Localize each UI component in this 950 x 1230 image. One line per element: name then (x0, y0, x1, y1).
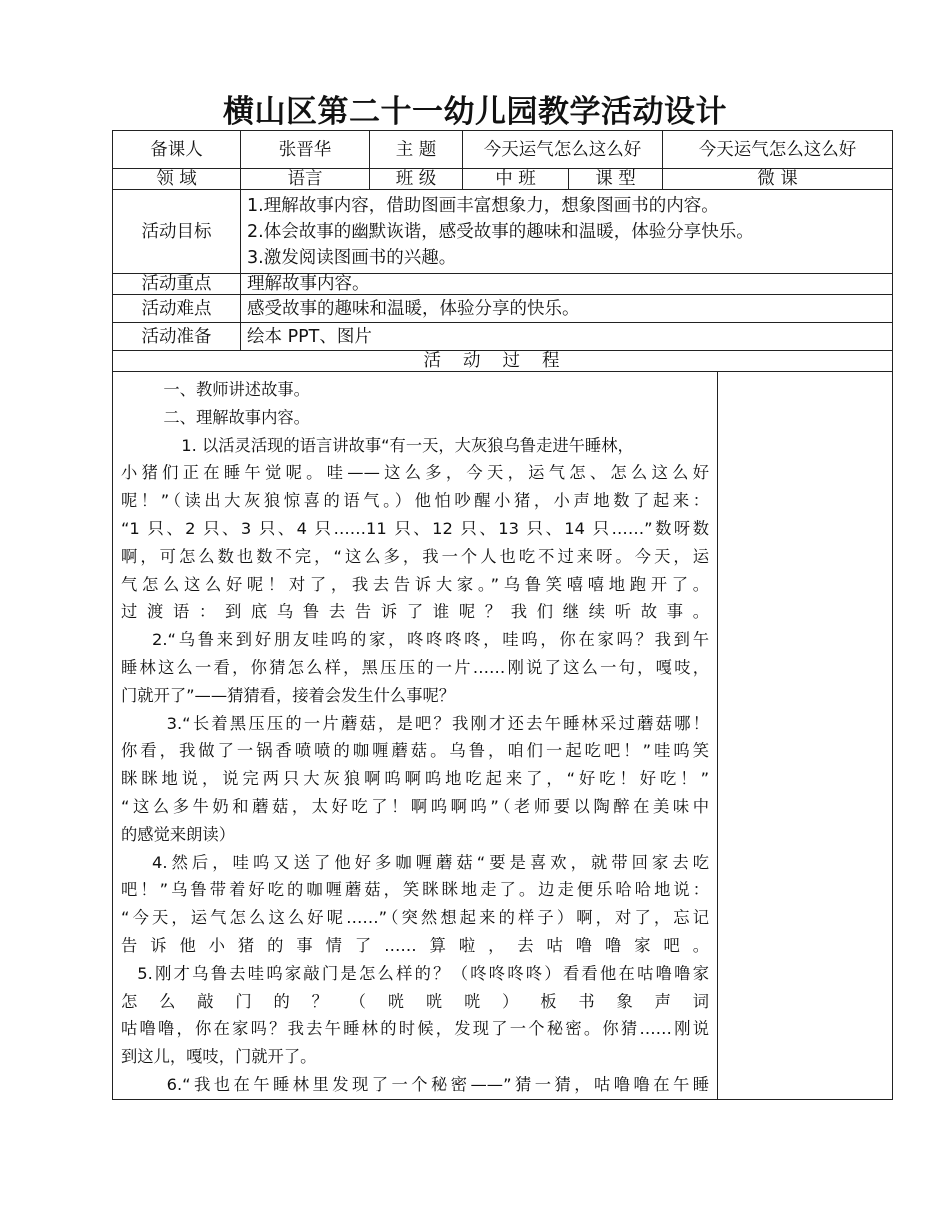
process-line: 告诉他小猪的事情了……算啦，去咕噜噜家吧。 (121, 935, 709, 955)
goals-list (241, 190, 893, 274)
key-row (113, 274, 893, 295)
process-line: “今天，运气怎么这么好呢……”（突然想起来的样子）啊，对了，忘记 (121, 908, 709, 928)
process-line: 门就开了”——猜猜看，接着会发生什么事呢？ (121, 685, 456, 705)
process-line: 一、教师讲述故事。 (163, 380, 310, 399)
process-line: 到这儿，嘎吱，门就开了。 (121, 1047, 317, 1067)
difficulty-text: 感受故事的趣味和温暖，体验分享的快乐。 (241, 295, 893, 323)
lesson-plan-table (112, 130, 893, 1100)
goal-item: 2.体会故事的幽默诙谐，感受故事的趣味和温暖，体验分享快乐。 (247, 221, 754, 242)
process-line: “这么多牛奶和蘑菇，太好吃了！啊呜啊呜”（老师要以陶醉在美味中 (121, 796, 709, 816)
type-value: 微 课 (663, 169, 893, 190)
process-line: 3.“长着黑压压的一片蘑菇，是吧？我刚才还去午睡林采过蘑菇哪！ (166, 713, 709, 733)
header-row-2 (113, 169, 893, 190)
process-line: 二、理解故事内容。 (163, 407, 310, 427)
process-line: 气怎么这么好呢！对了，我去告诉大家。”乌鲁笑嘻嘻地跑开了。 (121, 574, 709, 594)
process-line: 啊，可怎么数也数不完，“这么多，我一个人也吃不过来呀。今天，运 (121, 546, 709, 566)
preparer-label: 备课人 (113, 131, 241, 169)
process-line: 4.然后，哇呜又送了他好多咖喱蘑菇“要是喜欢，就带回家去吃 (151, 852, 709, 872)
process-line: 呢！”（读出大灰狼惊喜的语气。）他怕吵醒小猪，小声地数了起来： (121, 491, 709, 511)
page-title: 横山区第二十一幼儿园教学活动设计 (223, 94, 727, 130)
process-line: 小猪们正在睡午觉呢。哇——这么多，今天，运气怎、怎么这么好 (121, 463, 709, 483)
process-line: 2.“乌鲁来到好朋友哇呜的家，咚咚咚咚，哇呜，你在家吗？我到午 (151, 630, 709, 650)
process-line: 1. 以活灵活现的语言讲故事“有一天，大灰狼乌鲁走进午睡林， (181, 435, 634, 455)
process-label: 活动过程 (113, 351, 893, 372)
process-line: 怎么敲门的？（咣咣咣）板书象声词 (121, 991, 709, 1011)
goals-label: 活动目标 (113, 190, 241, 274)
notes-column (718, 372, 893, 1100)
process-line: 过渡语：到底乌鲁去告诉了谁呢？我们继续听故事。 (121, 602, 709, 622)
goal-item: 1.理解故事内容，借助图画丰富想象力，想象图画书的内容。 (247, 195, 719, 216)
process-line: “1 只、2 只、3 只、4 只……11 只、12 只、13 只、14 只……”数呀数 (121, 518, 709, 538)
preparation-label: 活动准备 (113, 323, 241, 351)
process-line: 6.“我也在午睡林里发现了一个秘密——”猜一猜，咕噜噜在午睡 (166, 1074, 709, 1094)
difficulty-label: 活动难点 (113, 295, 241, 323)
process-line: 的感觉来朗读） (121, 824, 235, 844)
type-label: 课 型 (569, 169, 663, 190)
process-line: 吧！”乌鲁带着好吃的咖喱蘑菇，笑眯眯地走了。边走便乐哈哈地说： (121, 880, 709, 900)
goals-row (113, 190, 893, 274)
process-line: 睡林这么一看，你猜怎么样，黑压压的一片……刚说了这么一句，嘎吱， (121, 657, 709, 677)
process-content (113, 372, 718, 1100)
preparation-text: 绘本 PPT、图片 (241, 323, 893, 351)
field-value: 语言 (241, 169, 370, 190)
topic-label: 主 题 (370, 131, 463, 169)
topic-value: 今天运气怎么这么好 (463, 131, 663, 169)
difficulty-row (113, 295, 893, 323)
process-header-row (113, 351, 893, 372)
preparation-row (113, 323, 893, 351)
goal-item: 3.激发阅读图画书的兴趣。 (247, 247, 457, 268)
lesson-title: 今天运气怎么这么好 (663, 131, 893, 169)
key-text: 理解故事内容。 (241, 274, 893, 295)
preparer-value: 张晋华 (241, 131, 370, 169)
header-row-1 (113, 131, 893, 169)
class-value: 中 班 (463, 169, 569, 190)
process-line: 眯眯地说，说完两只大灰狼啊呜啊呜地吃起来了，“好吃！好吃！” (121, 769, 709, 789)
process-row (113, 372, 893, 1100)
class-label: 班 级 (370, 169, 463, 190)
field-label: 领 域 (113, 169, 241, 190)
process-line: 咕噜噜，你在家吗？我去午睡林的时候，发现了一个秘密。你猜……刚说 (121, 1019, 709, 1039)
key-label: 活动重点 (113, 274, 241, 295)
process-line: 5.刚才乌鲁去哇呜家敲门是怎么样的？（咚咚咚咚）看看他在咕噜噜家 (137, 963, 709, 983)
process-line: 你看，我做了一锅香喷喷的咖喱蘑菇。乌鲁，咱们一起吃吧！”哇呜笑 (121, 741, 709, 761)
